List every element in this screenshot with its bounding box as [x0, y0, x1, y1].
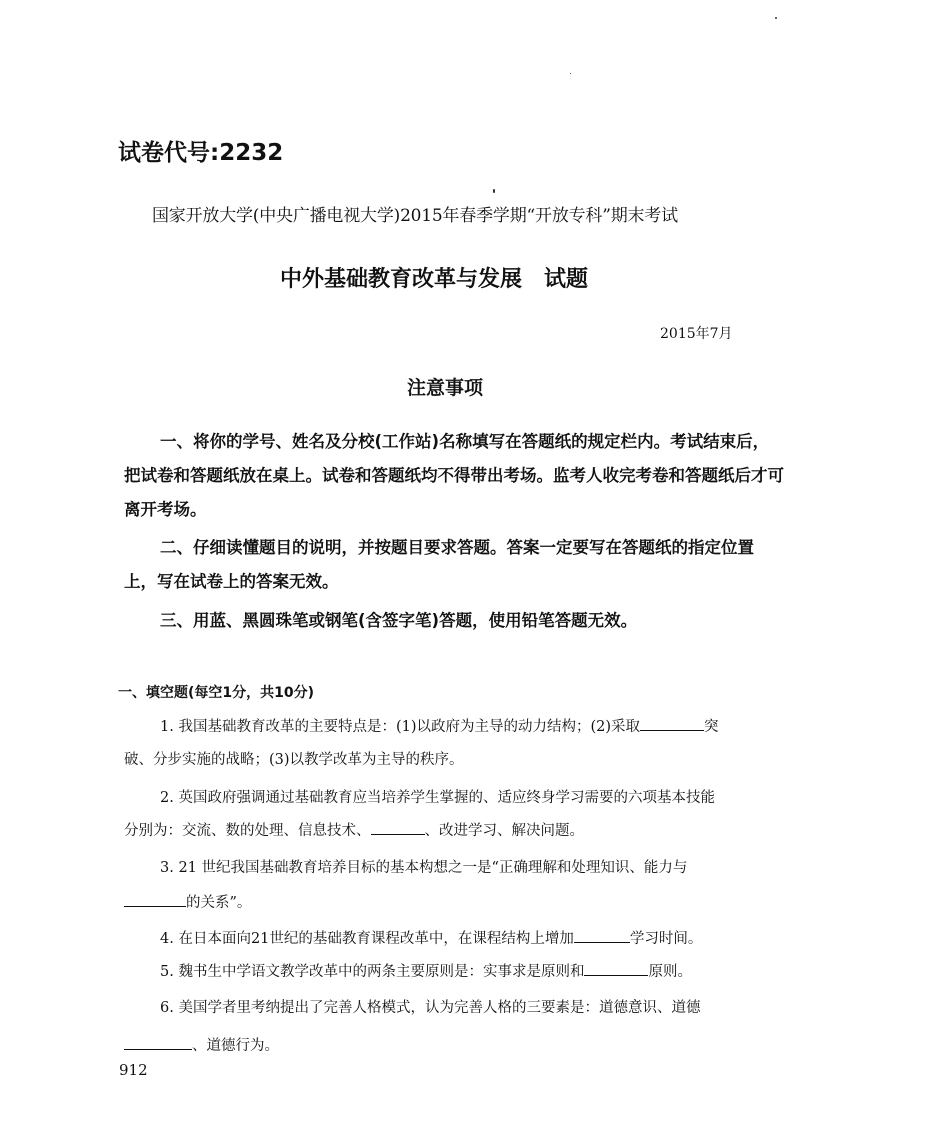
- question-text: 、道德行为。: [192, 1038, 279, 1054]
- answer-blank: [124, 1034, 192, 1050]
- question-3: 3. 21 世纪我国基础教育培养目标的基本构想之一是“正确理解和处理知识、能力与: [160, 860, 688, 876]
- answer-blank: [371, 819, 425, 835]
- exam-date: 2015年7月: [660, 326, 733, 342]
- question-text: 的关系”。: [186, 895, 252, 911]
- answer-blank: [640, 715, 704, 731]
- question-text: 突: [704, 719, 719, 735]
- notice-item: 三、用蓝、黑圆珠笔或钢笔(含签字笔)答题，使用铅笔答题无效。: [160, 611, 638, 630]
- page-number: 912: [119, 1061, 148, 1079]
- notice-item: 二、仔细读懂题目的说明，并按题目要求答题。答案一定要写在答题纸的指定位置上，写在试卷上的答案无效。: [124, 538, 754, 591]
- question-6: 6. 美国学者里考纳提出了完善人格模式，认为完善人格的三要素是：道德意识、道德: [160, 1000, 701, 1016]
- notice-title: 注意事项: [407, 377, 484, 399]
- answer-blank: [574, 927, 630, 943]
- question-text: 原则。: [648, 964, 692, 980]
- question-text: 4. 在日本面向21世纪的基础教育课程改革中，在课程结构上增加: [160, 931, 574, 947]
- question-text: 分别为：交流、数的处理、信息技术、: [124, 823, 371, 839]
- question-2: 2. 英国政府强调通过基础教育应当培养学生掌握的、适应终身学习需要的六项基本技能: [160, 790, 715, 806]
- scan-speck: [775, 17, 777, 19]
- question-text: 学习时间。: [629, 931, 703, 947]
- question-text: 、改进学习、解决问题。: [424, 823, 584, 839]
- question-text: 1. 我国基础教育改革的主要特点是：(1)以政府为主导的动力结构；(2)采取: [160, 719, 641, 735]
- exam-header: 国家开放大学(中央广播电视大学)2015年春季学期“开放专科”期末考试: [152, 206, 678, 226]
- scan-speck: [493, 189, 495, 193]
- scan-speck: [570, 73, 571, 74]
- question-3-continued: [124, 887, 251, 919]
- question-text: 5. 魏书生中学语文教学改革中的两条主要原则是：实事求是原则和: [160, 964, 585, 980]
- question-6-continued: [124, 1030, 279, 1062]
- exam-title: 中外基础教育改革与发展 试题: [280, 267, 589, 292]
- question-1: [160, 711, 719, 743]
- question-2-continued: [124, 815, 584, 847]
- question-4: [160, 923, 702, 955]
- answer-blank: [124, 891, 186, 907]
- notice-item: 一、将你的学号、姓名及分校(工作站)名称填写在答题纸的规定栏内。考试结束后，把试卷和答题纸放在桌上。试卷和答题纸均不得带出考场。监考人收完考卷和答题纸后才可离开考场。: [124, 432, 784, 519]
- question-5: [160, 956, 692, 988]
- question-1-continued: 破、分步实施的战略；(3)以教学改革为主导的秩序。: [124, 752, 464, 768]
- section-title: 一、填空题(每空1分，共10分): [118, 685, 315, 701]
- answer-blank: [584, 960, 648, 976]
- paper-code: 试卷代号:2232: [118, 140, 284, 166]
